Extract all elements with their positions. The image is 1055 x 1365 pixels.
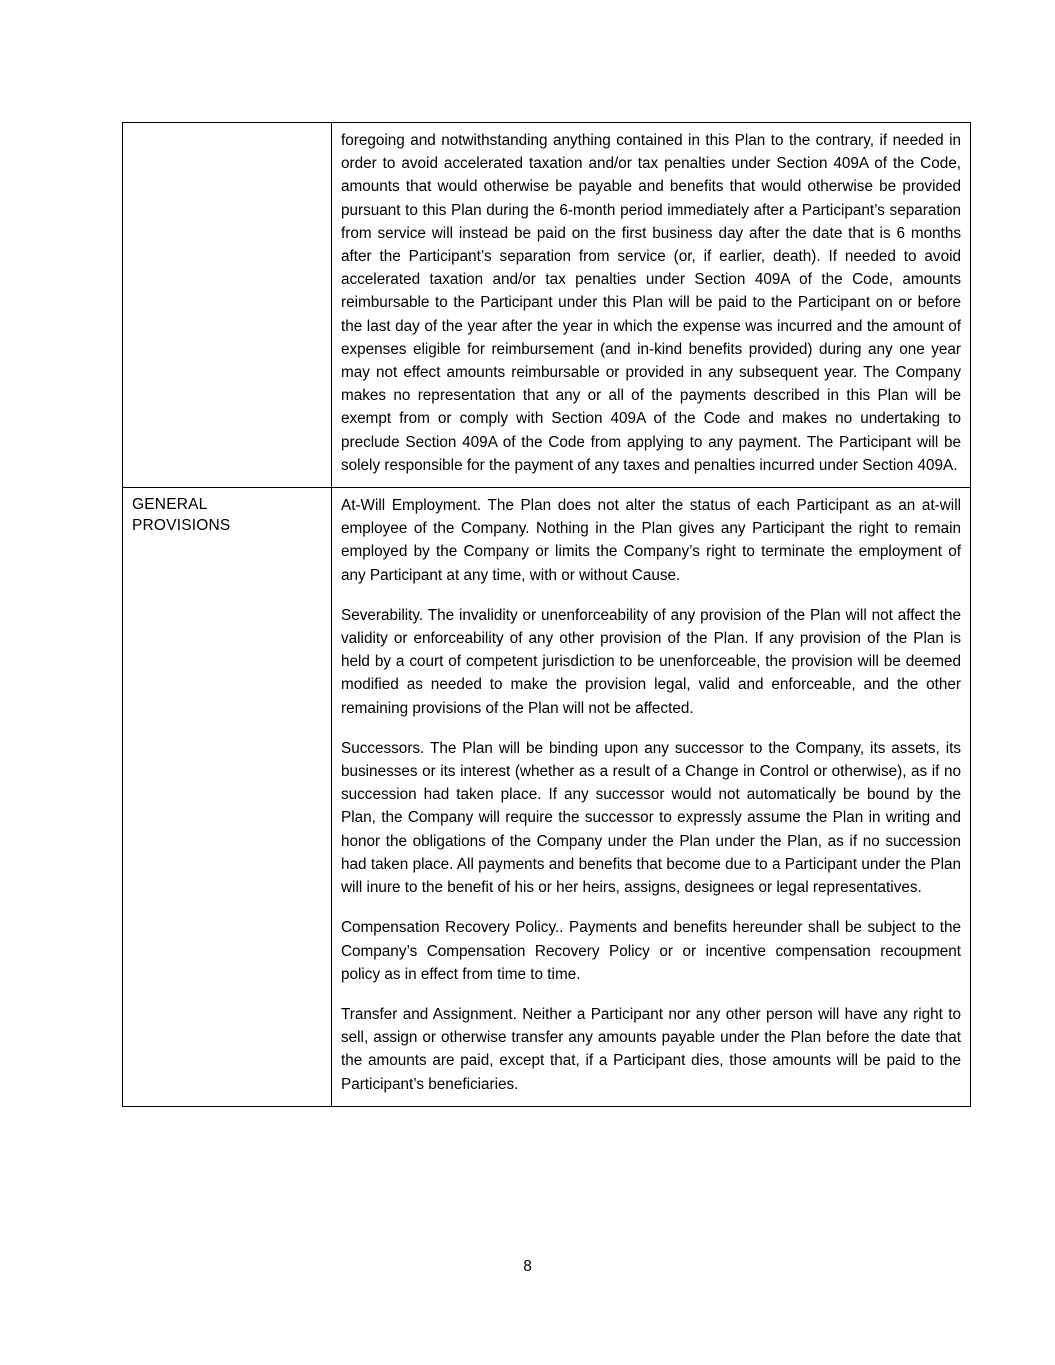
paragraph-409a: foregoing and notwithstanding anything contained in this Plan to the contrary, if needed in order to avoid accelerated taxation and/or tax penalties under Section 409A of the Code, amounts that would otherwise be payable and benefits that would otherwise be provided pursuant to this Plan during the 6-month period immediately after a Participant’s separation from service will instead be paid on the first business day after the date that is 6 months after the Participant’s separation from service (or, if earlier, death). If needed to avoid accelerated taxation and/or tax penalties under Section 409A of the Code, amounts reimbursable to the Participant under this Plan will be paid to the Participant on or before the last day of the year after the year in which the expense was incurred and the amount of expenses eligible for reimbursement (and in-kind benefits provided) during any one year may not effect amounts reimbursable or provided in any subsequent year. The Company makes no representation that any or all of the payments described in this Plan will be exempt from or comply with Section 409A of the Code and makes no undertaking to preclude Section 409A of the Code from applying to any payment. The Participant will be solely responsible for the payment of any taxes and penalties incurred under Section 409A.: [341, 132, 961, 474]
paragraph-transfer-and-assignment: Transfer and Assignment. Neither a Participant nor any other person will have any right to sell, assign or otherwise transfer any amounts payable under the Plan before the date that the amounts are paid, except that, if a Participant dies, those amounts will be paid to the Participant’s beneficiaries.: [341, 1005, 961, 1093]
row-label-cell-409a: [123, 123, 332, 488]
table-row: [123, 488, 971, 1107]
page-number: 8: [523, 1258, 532, 1275]
row-body-cell-409a: [332, 123, 971, 488]
row-body-cell-general-provisions: [332, 488, 971, 1107]
paragraph-severability: Severability. The invalidity or unenforceability of any provision of the Plan will not affect the validity or enforceability of any other provision of the Plan. If any provision of the Plan is held by a court of competent jurisdiction to be unenforceable, the provision will be deemed modified as needed to make the provision legal, valid and enforceable, and the other remaining provisions of the Plan will not be affected.: [341, 606, 961, 717]
plan-provisions-table: [122, 122, 971, 1107]
row-label-general-provisions: GENERAL PROVISIONS: [132, 496, 231, 535]
paragraph-compensation-recovery-policy: Compensation Recovery Policy.. Payments and benefits hereunder shall be subject to the Company’s Compensation Recovery Policy or or incentive compensation recoupment policy as in effect from time to time.: [341, 919, 961, 983]
table-row: [123, 123, 971, 488]
paragraph-successors: Successors. The Plan will be binding upon any successor to the Company, its assets, its businesses or its interest (whether as a result of a Change in Control or otherwise), as if no succession had taken place. If any successor would not automatically be bound by the Plan, the Company will require the successor to expressly assume the Plan in writing and honor the obligations of the Company under the Plan under the Plan, as if no succession had taken place. All payments and benefits that become due to a Participant under the Plan will inure to the benefit of his or her heirs, assigns, designees or legal representatives.: [341, 739, 961, 897]
paragraph-at-will-employment: At-Will Employment. The Plan does not alter the status of each Participant as an at-will employee of the Company. Nothing in the Plan gives any Participant the right to remain employed by the Company or limits the Company’s right to terminate the employment of any Participant at any time, with or without Cause.: [341, 497, 961, 584]
row-label-cell-general-provisions: [123, 488, 332, 1107]
